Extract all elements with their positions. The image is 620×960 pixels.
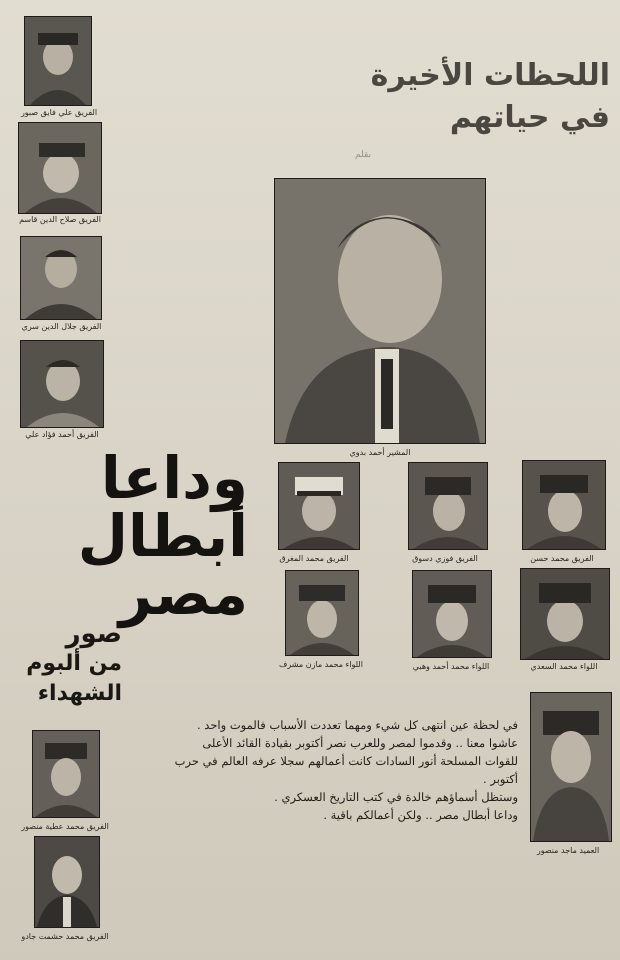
headline-line2: أبطال bbox=[77, 502, 248, 570]
caption-left-4: الفريق أحمد فؤاد علي bbox=[25, 430, 99, 439]
caption-left-3: الفريق جلال الدين سري bbox=[21, 322, 102, 331]
portrait-left-3 bbox=[20, 236, 102, 320]
portrait-grid-6 bbox=[520, 568, 610, 660]
caption-bottom-left-1: الفريق محمد عطية منصور bbox=[21, 822, 109, 831]
portrait-grid-4 bbox=[285, 570, 359, 656]
portrait-left-2 bbox=[18, 122, 102, 214]
body-paragraph-3: وستظل أسماؤهم خالدة في كتب التاريخ العسكري . bbox=[274, 790, 518, 804]
portrait-grid-3 bbox=[522, 460, 606, 550]
caption-bottom-left-2: الفريق محمد حشمت جادو bbox=[21, 932, 109, 941]
headline-line3: مصر bbox=[118, 560, 248, 628]
body-paragraph-4: وداعا أبطال مصر .. ولكن أعمالكم باقية . bbox=[323, 808, 518, 822]
main-portrait bbox=[274, 178, 486, 444]
main-portrait-caption: المشير أحمد بدوي bbox=[349, 448, 411, 457]
header-title-line2: في حياتهم bbox=[449, 100, 610, 135]
portrait-grid-5 bbox=[412, 570, 492, 658]
portrait-bottom-left-1 bbox=[32, 730, 100, 818]
caption-grid-1: الفريق محمد المغرق bbox=[279, 554, 349, 563]
caption-grid-4: اللواء محمد مازن مشرف bbox=[279, 660, 363, 669]
caption-grid-5: اللواء محمد أحمد وهبي bbox=[412, 662, 490, 671]
header-faded-note: بقلم bbox=[355, 150, 372, 160]
caption-grid-2: الفريق فوزي دسوق bbox=[412, 554, 478, 563]
portrait-right bbox=[530, 692, 612, 842]
caption-grid-6: اللواء محمد السعدي bbox=[530, 662, 598, 671]
portrait-grid-2 bbox=[408, 462, 488, 550]
caption-left-1: الفريق علي فايق صبور bbox=[20, 108, 98, 117]
article-body bbox=[172, 716, 518, 824]
subheadline-line2: من ألبوم bbox=[26, 651, 122, 676]
header-title-line1: اللحظات الأخيرة bbox=[370, 58, 610, 93]
portrait-grid-1 bbox=[278, 462, 360, 550]
subheadline-line3: الشهداء bbox=[37, 681, 122, 706]
caption-left-2: الفريق صلاح الدين قاسم bbox=[19, 215, 101, 224]
body-paragraph-1: في لحظة عين انتهى كل شيء ومهما تعددت الأسباب فالموت واحد . bbox=[196, 718, 518, 732]
caption-grid-3: الفريق محمد حسن bbox=[530, 554, 594, 563]
caption-right: العميد ماجد منصور bbox=[536, 846, 600, 855]
portrait-bottom-left-2 bbox=[34, 836, 100, 928]
headline-line1: وداعا bbox=[100, 444, 248, 512]
subheadline-line1: صور bbox=[65, 619, 122, 649]
portrait-left-4 bbox=[20, 340, 104, 428]
body-paragraph-2: عاشوا معنا .. وقدموا لمصر وللعرب نصر أكتوبر بقيادة القائد الأعلى للقوات المسلحة أنور السادات كانت أعمالهم سجلا عرفه العالم في حرب أكتوبر . bbox=[174, 736, 518, 786]
portrait-left-1 bbox=[24, 16, 92, 106]
